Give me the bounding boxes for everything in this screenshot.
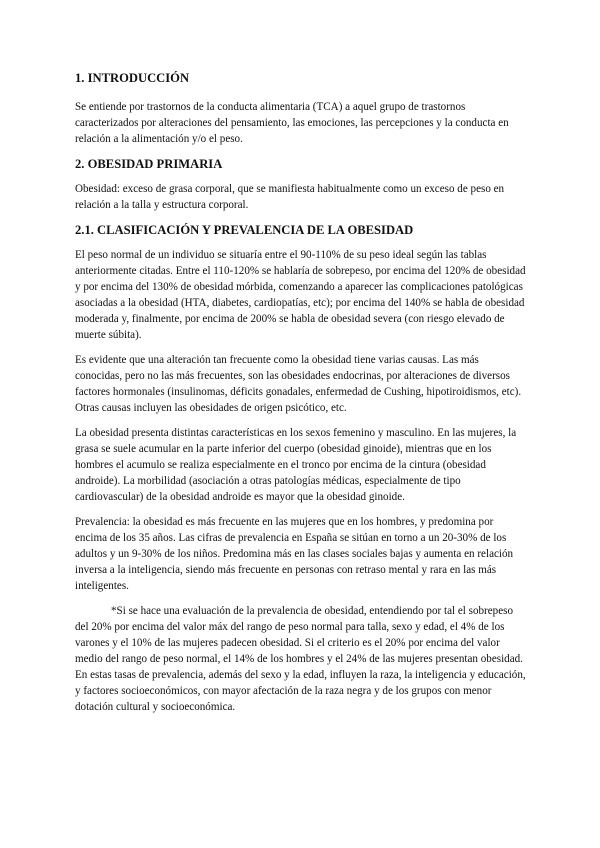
paragraph-evaluacion: *Si se hace una evaluación de la prevalencia de obesidad, entendiendo por tal el sobrepeso del 20% por encima del valor máx del rango de peso normal para talla, sexo y edad, el 4% de los varones y el 10% de las mujeres padecen obesidad. Si el criterio es el 20% por encima del valor medio del rango de peso normal, el 14% de los hombres y el 24% de las mujeres presentan obesidad. En estas tasas de prevalencia, además del sexo y la edad, influyen la raza, la inteligencia y educación, y factores socioeconómicos, con mayor afectación de la raza negra y de los grupos con menor dotación cultural y socioeconómica. [75, 605, 526, 713]
heading-obesidad-primaria: 2. OBESIDAD PRIMARIA [75, 157, 223, 171]
heading-introduccion: 1. INTRODUCCIÓN [75, 71, 190, 85]
paragraph-prevalencia: Prevalencia: la obesidad es más frecuente en las mujeres que en los hombres, y predomina por encima de los 35 años. Las cifras de prevalencia en España se sitúan en torno a un 20-30% de los adultos y un 9-30% de los niños. Predomina más en las clases sociales bajas y aumenta en relación inversa a la inteligencia, siendo más frecuente en personas con retraso mental y rara en las más inteligentes. [75, 516, 514, 592]
heading-clasificacion: 2.1. CLASIFICACIÓN Y PREVALENCIA DE LA OBESIDAD [75, 223, 414, 237]
paragraph-sexos: La obesidad presenta distintas características en los sexos femenino y masculino. En las mujeres, la grasa se suele acumular en la parte inferior del cuerpo (obesidad ginoide), mientras que en los hombres el acumulo se realiza especialmente en el tronco por encima de la cintura (obesidad androide). La morbilidad (asociación a otras patologías médicas, especialmente de tipo cardiovascular) de la obesidad androide es mayor que la obesidad ginoide. [75, 427, 517, 503]
document-page [75, 70, 527, 715]
paragraph-obesidad: Obesidad: exceso de grasa corporal, que se manifiesta habitualmente como un exceso de peso en relación a la talla y estructura corporal. [75, 183, 505, 211]
paragraph-peso-normal: El peso normal de un individuo se situaría entre el 90-110% de su peso ideal según las tablas anteriormente citadas. Entre el 110-120% se hablaría de sobrepeso, por encima del 120% de obesidad y por encima del 130% de obesidad mórbida, comenzando a aparecer las complicaciones patológicas asociadas a la obesidad (HTA, diabetes, cardiopatías, etc); por encima del 140% se habla de obesidad moderada y, finalmente, por encima de 200% se habla de obesidad severa (con riesgo elevado de muerte súbita). [75, 249, 526, 341]
paragraph-causas: Es evidente que una alteración tan frecuente como la obesidad tiene varias causas. Las más conocidas, pero no las más frecuentes, son las obesidades endocrinas, por alteraciones de diversos factores hormonales (insulinomas, déficits gonadales, enfermedad de Cushing, hipotiroidismos, etc). Otras causas incluyen las obesidades de origen psicótico, etc. [75, 354, 522, 414]
paragraph-intro: Se entiende por trastornos de la conducta alimentaria (TCA) a aquel grupo de trastornos caracterizados por alteraciones del pensamiento, las emociones, las percepciones y la conducta en relación a la alimentación y/o el peso. [75, 101, 509, 145]
